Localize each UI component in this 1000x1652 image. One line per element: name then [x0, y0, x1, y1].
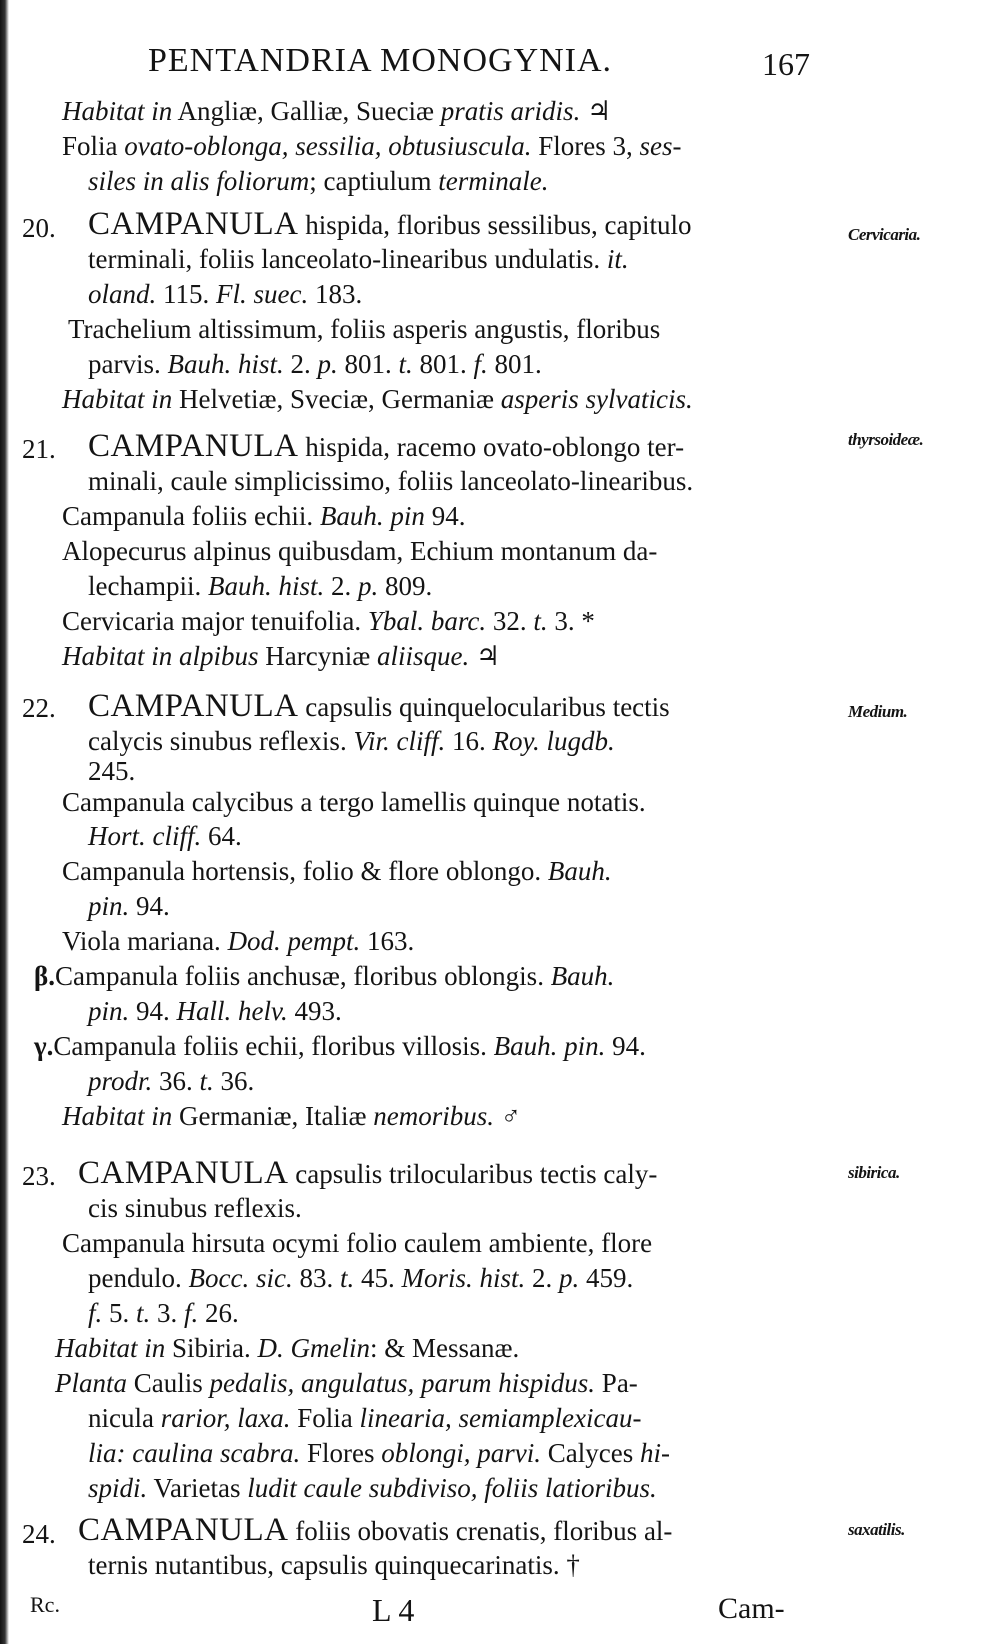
margin-species-name: Medium. — [848, 702, 908, 721]
entry-heading: CAMPANULA foliis obovatis crenatis, floribus al- — [78, 1512, 673, 1548]
entry-heading: CAMPANULA capsulis quinquelocularibus tectis — [88, 688, 670, 724]
text-line: Alopecurus alpinus quibusdam, Echium montanum da- — [62, 536, 658, 566]
text-line: lechampii. Bauh. hist. 2. p. 809. — [88, 571, 433, 601]
text-line: 245. — [88, 756, 136, 786]
entry-heading: CAMPANULA capsulis trilocularibus tectis caly- — [78, 1155, 658, 1191]
margin-species-name: sibirica. — [848, 1163, 900, 1182]
text-line: Habitat in Sibiria. D. Gmelin: & Messanæ. — [55, 1333, 520, 1363]
entry-number: 22. — [22, 693, 56, 723]
page-footer — [0, 1592, 1000, 1652]
entry-number: 21. — [22, 434, 56, 464]
text-line: pendulo. Bocc. sic. 83. t. 45. Moris. hist. 2. p. 459. — [88, 1263, 634, 1293]
text-line: siles in alis foliorum; captiulum terminale. — [88, 166, 549, 196]
page-header — [0, 42, 1000, 92]
margin-mark: Rc. — [30, 1592, 60, 1617]
text-line: parvis. Bauh. hist. 2. p. 801. t. 801. f. 801. — [88, 349, 542, 379]
text-line: lia: caulina scabra. Flores oblongi, parvi. Calyces hi- — [88, 1438, 670, 1468]
entry-number: 23. — [22, 1161, 56, 1191]
variety-line: β.Campanula foliis anchusæ, floribus oblongis. Bauh. — [34, 961, 615, 991]
text-line: Cervicaria major tenuifolia. Ybal. barc. 32. t. 3. * — [62, 606, 595, 636]
text-line: pin. 94. — [88, 891, 170, 921]
text-line: Campanula hirsuta ocymi folio caulem ambiente, flore — [62, 1228, 653, 1258]
text-line: Campanula hortensis, folio & flore oblongo. Bauh. — [62, 856, 612, 886]
text-line: Trachelium altissimum, foliis asperis angustis, floribus — [68, 314, 661, 344]
text-line: Habitat in Germaniæ, Italiæ nemoribus. ♂ — [62, 1101, 521, 1131]
text-line: Habitat in alpibus Harcyniæ aliisque. ♃ — [62, 641, 501, 671]
margin-species-name: saxatilis. — [848, 1520, 905, 1539]
text-line: pin. 94. Hall. helv. 493. — [88, 996, 342, 1026]
entry-heading: CAMPANULA hispida, floribus sessilibus, capitulo — [88, 206, 692, 242]
catchword: Cam- — [718, 1592, 785, 1625]
text-line: minali, caule simplicissimo, foliis lanceolato-linearibus. — [88, 466, 694, 496]
margin-species-name: Cervicaria. — [848, 225, 921, 244]
entry-number: 20. — [22, 213, 56, 243]
entry-heading: CAMPANULA hispida, racemo ovato-oblongo ter- — [88, 428, 685, 464]
text-line: prodr. 36. t. 36. — [88, 1066, 255, 1096]
text-line: Campanula foliis echii. Bauh. pin 94. — [62, 501, 466, 531]
text-line: terminali, foliis lanceolato-linearibus undulatis. it. — [88, 244, 629, 274]
text-line: oland. 115. Fl. suec. 183. — [88, 279, 363, 309]
text-line: ternis nutantibus, capsulis quinquecarinatis. † — [88, 1550, 580, 1580]
text-line: f. 5. t. 3. f. 26. — [88, 1298, 239, 1328]
text-line: Habitat in Helvetiæ, Sveciæ, Germaniæ asperis sylvaticis. — [62, 384, 693, 414]
text-line: Folia ovato-oblonga, sessilia, obtusiuscula. Flores 3, ses- — [62, 131, 682, 161]
text-line: nicula rarior, laxa. Folia linearia, semiamplexicau- — [88, 1403, 642, 1433]
text-line: spidi. Varietas ludit caule subdiviso, foliis latioribus. — [88, 1473, 657, 1503]
text-line: Hort. cliff. 64. — [88, 821, 242, 851]
entry-number: 24. — [22, 1519, 56, 1549]
text-line: cis sinubus reflexis. — [88, 1193, 302, 1223]
variety-line: γ.Campanula foliis echii, floribus villosis. Bauh. pin. 94. — [34, 1031, 646, 1061]
page-number: 167 — [762, 46, 810, 82]
text-line: Viola mariana. Dod. pempt. 163. — [62, 926, 415, 956]
running-title: PENTANDRIA MONOGYNIA. — [148, 42, 613, 79]
text-line: Planta Caulis pedalis, angulatus, parum hispidus. Pa- — [55, 1368, 638, 1398]
text-line: calycis sinubus reflexis. Vir. cliff. 16. Roy. lugdb. — [88, 726, 615, 756]
margin-species-name: thyrsoideæ. — [848, 430, 924, 449]
signature-mark: L 4 — [372, 1592, 415, 1628]
text-line: Habitat in Angliæ, Galliæ, Sueciæ pratis aridis. ♃ — [62, 96, 612, 126]
text-line: Campanula calycibus a tergo lamellis quinque notatis. — [62, 787, 646, 817]
